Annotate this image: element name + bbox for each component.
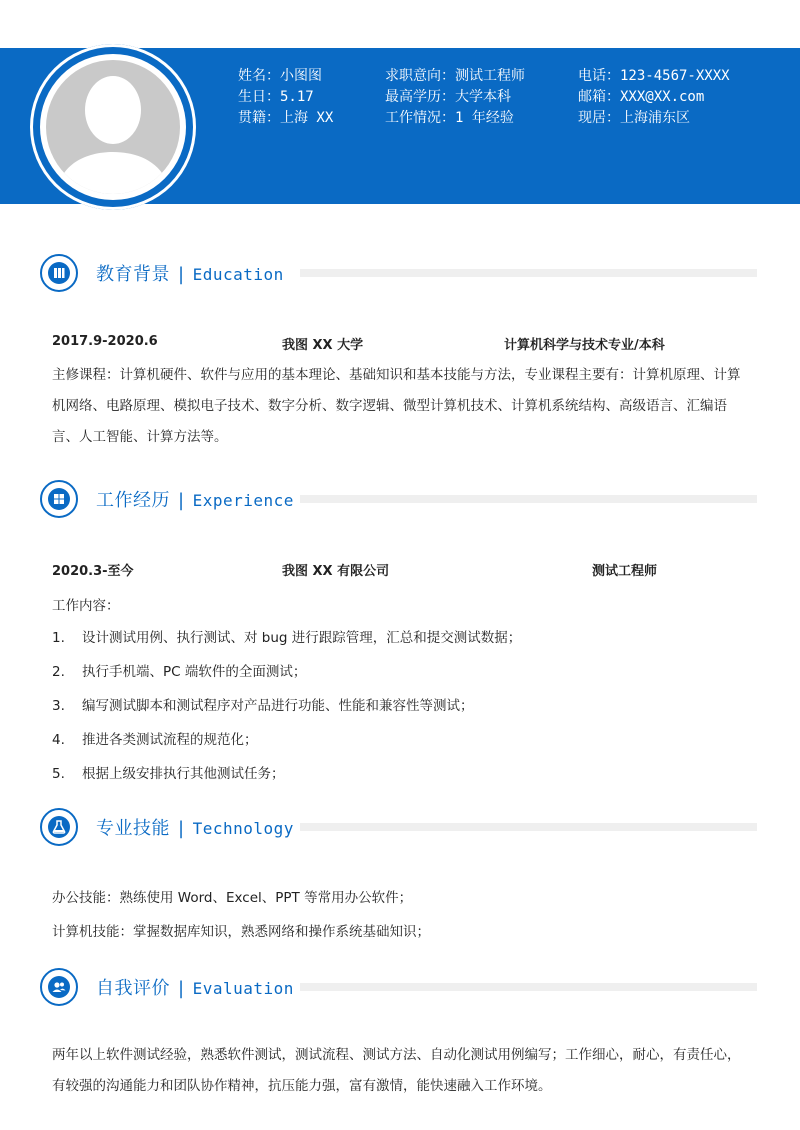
education-period: 2017.9-2020.6 [52, 334, 158, 349]
position-title: 测试工程师 [592, 564, 658, 579]
section-divider [300, 823, 757, 831]
education-level-field: 最高学历：大学本科 [385, 89, 511, 105]
email-field: 邮箱：XXX@XX.com [578, 89, 705, 105]
section-title: 自我评价 | Evaluation [96, 978, 294, 999]
work-status-field: 工作情况：1 年经验 [385, 110, 514, 126]
name-field: 姓名：小图图 [238, 68, 322, 84]
hometown-field: 贯籍：上海 XX [238, 110, 334, 126]
work-content-label: 工作内容： [52, 598, 120, 614]
company-name: 我图 XX 有限公司 [282, 564, 390, 579]
section-technology-header [40, 808, 760, 848]
list-item: 2. 执行手机端、PC 端软件的全面测试； [52, 664, 307, 680]
person-silhouette-icon [46, 60, 180, 194]
personal-info-col3 [578, 66, 730, 129]
personal-info-col2 [385, 66, 525, 129]
section-title: 专业技能 | Technology [96, 818, 294, 839]
list-item: 1. 设计测试用例、执行测试、对 bug 进行跟踪管理，汇总和提交测试数据； [52, 630, 522, 646]
book-icon [40, 254, 78, 292]
job-intent-field: 求职意向：测试工程师 [385, 68, 525, 84]
avatar [30, 44, 196, 210]
courses-text: 主修课程：计算机硬件、软件与应用的基本理论、基础知识和基本技能与方法，专业课程主要有：计算机原理、计算机网络、电路原理、模拟电子技术、数字分析、数字逻辑、微型计算机技术、计算机系统结构、高级语言、汇编语言、人工智能、计算方法等。 [52, 367, 741, 445]
self-evaluation-text: 两年以上软件测试经验，熟悉软件测试，测试流程、测试方法、自动化测试用例编写；工作细心，耐心，有责任心，有较强的沟通能力和团队协作精神，抗压能力强，富有激情，能快速融入工作环境。 [52, 1047, 741, 1094]
computer-skills: 计算机技能：掌握数据库知识，熟悉网络和操作系统基础知识； [52, 924, 430, 940]
section-title: 工作经历 | Experience [96, 490, 294, 511]
section-divider [300, 495, 757, 503]
list-item: 3. 编写测试脚本和测试程序对产品进行功能、性能和兼容性等测试； [52, 698, 474, 714]
birthday-field: 生日：5.17 [238, 89, 314, 105]
major: 计算机科学与技术专业/本科 [504, 338, 665, 353]
list-item: 5. 根据上级安排执行其他测试任务； [52, 766, 285, 782]
section-divider [300, 983, 757, 991]
residence-field: 现居：上海浦东区 [578, 110, 690, 126]
people-icon [40, 968, 78, 1006]
list-item: 4. 推进各类测试流程的规范化； [52, 732, 258, 748]
section-experience-header [40, 480, 760, 520]
grid-icon [40, 480, 78, 518]
school-name: 我图 XX 大学 [282, 338, 364, 353]
office-skills: 办公技能：熟练使用 Word、Excel、PPT 等常用办公软件； [52, 890, 413, 906]
experience-period: 2020.3-至今 [52, 564, 134, 579]
section-education-header [40, 254, 760, 294]
phone-field: 电话：123-4567-XXXX [578, 68, 730, 84]
section-divider [300, 269, 757, 277]
flask-icon [40, 808, 78, 846]
section-title: 教育背景 | Education [96, 264, 284, 285]
section-evaluation-header [40, 968, 760, 1008]
work-content-list [52, 628, 752, 798]
personal-info-col1 [238, 66, 333, 129]
